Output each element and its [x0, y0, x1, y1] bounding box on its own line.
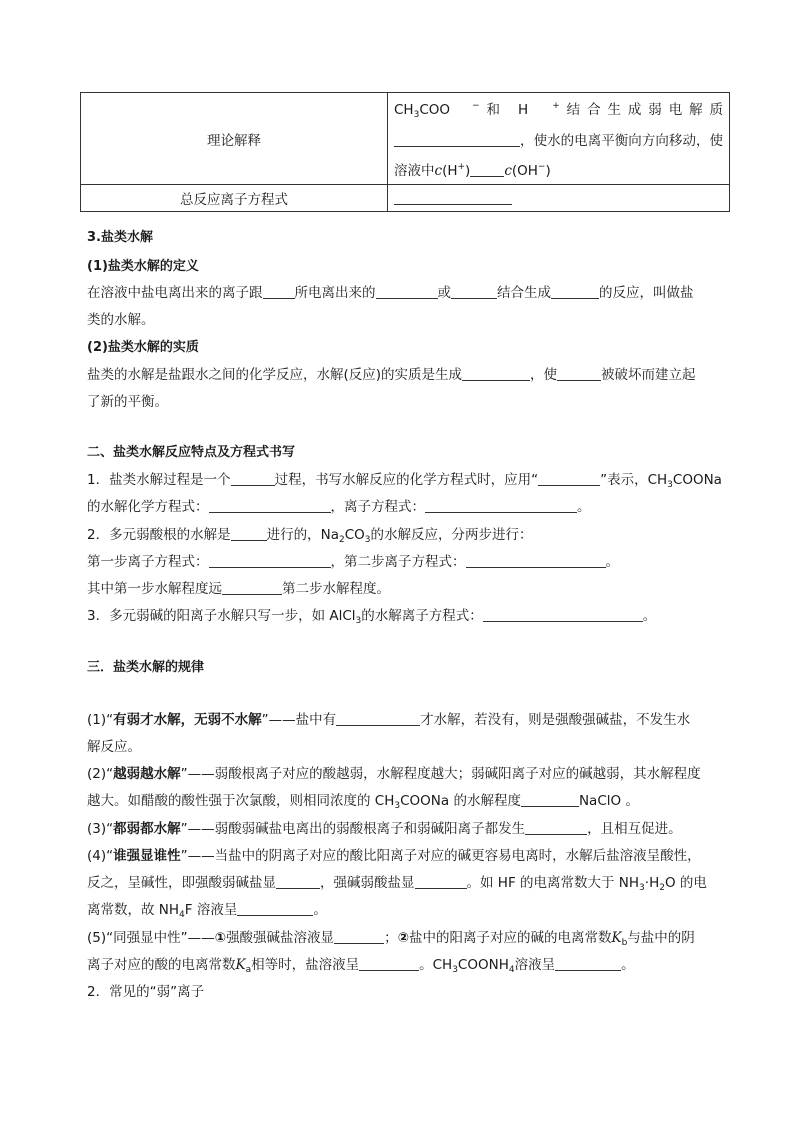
subsection-title: (2)盐类水解的实质: [87, 340, 199, 355]
answer-blank[interactable]: [263, 284, 295, 299]
text-line: 在溶液中盐电离出来的离子跟 所电离出来的 或 结合生成 的反应，叫做盐: [87, 285, 694, 301]
text-line: 1．盐类水解过程是一个 过程，书写水解反应的化学方程式时，应用“ ”表示，$CH_3COONa$: [87, 472, 722, 490]
answer-blank[interactable]: [415, 874, 467, 889]
section-title: 三．盐类水解的规律: [87, 660, 205, 675]
text-line: 的水解化学方程式： ，离子方程式： 。: [87, 499, 591, 515]
text-line: (1)“有弱才水解，无弱不水解”——盐中有 才水解，若没有，则是强酸强碱盐，不发生水: [87, 712, 691, 728]
text-line: 2．多元弱酸根的水解是 进行的，$Na_2CO_3$的水解反应，分两步进行：: [87, 527, 533, 545]
answer-blank[interactable]: [209, 498, 331, 513]
answer-blank[interactable]: [538, 471, 600, 486]
answer-blank[interactable]: [209, 553, 331, 568]
theory-cell: $CH_3COO$ −和 H +结合生成弱电解质，使水的电离平衡向方向移动，使溶液中c(H+) c(OH−): [388, 93, 730, 185]
text-line: 离常数，故 $NH_4F$ 溶液呈 。: [87, 902, 327, 920]
text-line: 2．常见的“弱”离子: [87, 984, 205, 1000]
answer-blank[interactable]: [557, 366, 601, 381]
answer-blank[interactable]: [237, 901, 313, 916]
table-row: [81, 185, 730, 212]
text-line: 越大。如醋酸的酸性强于次氯酸，则相同浓度的 $CH_3COONa$ 的水解程度 NaClO 。: [87, 793, 639, 811]
text-line: (5)“同强显中性”——①强酸强碱盐溶液显 ；②盐中的阳离子对应的碱的电离常数$K_b$与盐中的阴: [87, 930, 695, 948]
answer-blank[interactable]: [483, 607, 643, 622]
answer-blank[interactable]: [425, 498, 577, 513]
answer-blank[interactable]: [470, 162, 504, 177]
answer-blank[interactable]: [466, 553, 606, 568]
answer-blank[interactable]: [521, 792, 579, 807]
text-line: (4)“谁强显谁性”——当盐中的阴离子对应的酸比阳离子对应的碱更容易电离时，水解后盐溶液呈酸性，: [87, 848, 701, 864]
answer-blank[interactable]: [276, 874, 320, 889]
answer-blank[interactable]: [376, 284, 438, 299]
table-label-cell: 总反应离子方程式: [81, 185, 388, 212]
text-line: 盐类的水解是盐跟水之间的化学反应，水解(反应)的实质是生成 ，使 被破坏而建立起: [87, 367, 696, 383]
answer-blank[interactable]: [231, 471, 275, 486]
answer-blank[interactable]: [359, 956, 419, 971]
text-line: 其中第一步水解程度远 第二步水解程度。: [87, 581, 390, 597]
section-title: 二、盐类水解反应特点及方程式书写: [87, 445, 296, 460]
answer-blank[interactable]: [222, 580, 282, 595]
text-line: 第一步离子方程式： ，第二步离子方程式： 。: [87, 554, 619, 570]
text-line: 反之，呈碱性，即强酸弱碱盐显 ，强碱弱酸盐显 。如 HF 的电离常数大于 $NH_3\cdot H_2O$ 的电: [87, 875, 707, 893]
text-line: 3．多元弱碱的阳离子水解只写一步，如 AlCl$_3$的水解离子方程式： 。: [87, 608, 657, 626]
answer-blank[interactable]: [551, 284, 599, 299]
text-line: 类的水解。: [87, 312, 155, 328]
answer-blank[interactable]: [451, 284, 497, 299]
answer-blank[interactable]: [462, 366, 530, 381]
answer-blank[interactable]: [231, 526, 267, 541]
text-line: 了新的平衡。: [87, 394, 168, 410]
answer-blank[interactable]: [525, 820, 587, 835]
equation-cell: [388, 185, 730, 212]
answer-blank[interactable]: [334, 929, 384, 944]
text-line: (3)“都弱都水解”——弱酸弱碱盐电离出的弱酸根离子和弱碱阳离子都发生 ，且相互促进。: [87, 821, 682, 837]
text-line: 离子对应的酸的电离常数$K_a$相等时，盐溶液呈 。$CH_3COONH_4$溶液呈 。: [87, 957, 635, 975]
table-label-cell: 理论解释: [81, 93, 388, 185]
text-line: (2)“越弱越水解”——弱酸根离子对应的酸越弱，水解程度越大；弱碱阳离子对应的碱越弱，其水解程度: [87, 766, 701, 782]
section-title: 3.盐类水解: [87, 230, 153, 245]
table-row: [81, 93, 730, 185]
answer-blank[interactable]: [336, 711, 420, 726]
subsection-title: (1)盐类水解的定义: [87, 259, 199, 274]
summary-table: [80, 92, 730, 212]
answer-blank[interactable]: [555, 956, 621, 971]
text-line: 解反应。: [87, 739, 141, 755]
answer-blank[interactable]: [394, 132, 520, 147]
answer-blank[interactable]: [394, 190, 512, 205]
